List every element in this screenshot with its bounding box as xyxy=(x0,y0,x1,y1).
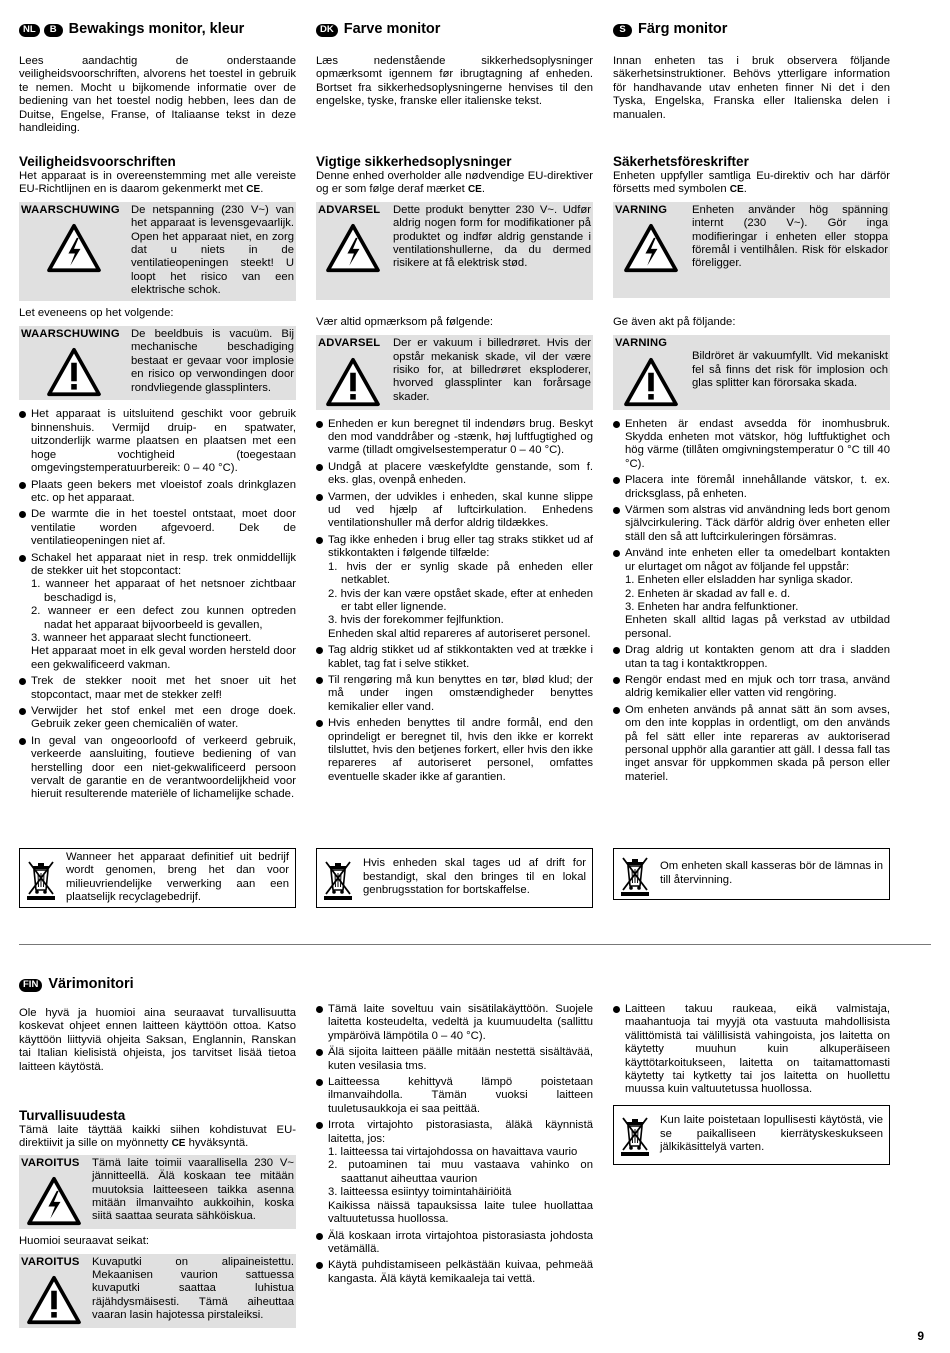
ce-mark: CE xyxy=(467,184,482,196)
list-item: Irrota virtajohto pistorasiasta, äläkä käynnistä laitetta, jos: 1. laitteessa tai virtajohdossa on havaittava vaurio 2. putoaminen tai muu vastaava vahinko on saattanut aiheuttaa vaurion 3. laitteessa esiintyy toimintahäiriöitä Kaikissa näissä tapauksissa laite tulee huollattaa valtuutetussa huollossa. xyxy=(316,1119,593,1226)
warning-box-voltage xyxy=(19,202,296,301)
sub-item: 2. Enheten är skadad av fall e. d. xyxy=(625,587,791,600)
warning-box-voltage xyxy=(316,202,593,300)
list-item: Tag aldrig stikket ud af stikkontakten ved at trække i kablet, tag fat i selve stikket. xyxy=(316,644,593,671)
ce-mark: CE xyxy=(171,1138,186,1150)
sub-item: 1. wanneer het apparaat of het netsnoer zichtbaar beschadigd is, xyxy=(31,578,296,604)
list-item: Verwijder het stof enkel met een droge doek. Gebruik zeker geen chemicaliën of water. xyxy=(19,705,296,732)
list-item: Laitteessa kehittyvä lämpö poistetaan ilmanvaihdolla. Tämän vuoksi laitteen tuuletusaukkoja ei saa peittää. xyxy=(316,1076,593,1116)
section-title: Värimonitori xyxy=(48,976,134,993)
safety-intro: Denne enhed overholder alle nødvendige EU-direktiver og er som følge deraf mærket CE. xyxy=(316,170,593,196)
list-item: Plaats geen bekers met vloeistof zoals drinkglazen etc. op het apparaat. xyxy=(19,479,296,506)
safety-heading: Vigtige sikkerhedsoplysninger xyxy=(316,154,512,169)
high-voltage-icon xyxy=(26,1176,82,1226)
list-item: Hvis enheden benyttes til andre formål, end den oprindeligt er beregnet til, hvis den ikke er korrekt tilsluttet, hvis den betjenes forkert, eller hvis den ikke repareres af autoriseret personel, omfattes eventuelle skader ikke af garantien. xyxy=(316,717,593,784)
list-item: Om enheten används på annat sätt än som avses, om den inte kopplas in ordentligt, om den används på fel sätt eller inte repareras av auktoriserad personal upphör alla garantier att gäll. I dessa fall tas inget ansvar för uppkommen skada på person eller materiel. xyxy=(613,704,890,784)
sub-item: 1. laitteessa tai virtajohdossa on havaittava vaurio xyxy=(328,1146,578,1159)
recycle-bin-icon xyxy=(618,852,652,896)
safety-list xyxy=(19,408,296,801)
exclamation-icon xyxy=(46,347,102,397)
bullets-fi-a xyxy=(316,1003,593,1289)
warning-text: Dette produkt benytter 230 V~. Udfør aldrig nogen form for modifikationer på produktet og indfør aldrig genstande i ventilationshullerne, da du dermed risikere at få elektrisk stød. xyxy=(393,203,591,270)
list-item: Varmen, der udvikles i enheden, skal kunne slippe ud ved hjælp af luftcirkulation. Enhedens ventilationshuller må derfor aldrig tildækkes. xyxy=(316,491,593,531)
safety-intro: Het apparaat is in overeenstemming met alle vereiste EU-Richtlijnen en is daarom gekenmerkt met CE. xyxy=(19,170,296,196)
warning-label: VAROITUS xyxy=(21,1255,80,1268)
list-item: Drag aldrig ut kontakten genom att dra i sladden utan ta tag i kontaktkroppen. xyxy=(613,644,890,671)
sub-item: 2. hvis der kan være opstået skade, efter at enheden er tabt eller lignende. xyxy=(328,587,593,613)
section-dk xyxy=(316,21,593,109)
exclamation-icon xyxy=(325,357,381,407)
list-item: Laitteen takuu raukeaa, eikä valmistaja, maahantuoja tai myyjä ota vastuuta mahdollisista välittömistä tai välillisistä vahingoista, jos laitetta on käytetty muuhun kuin alkuperäiseen käyttötarkoitukseen, laitetta on taitamattomasti käytetty tai kytketty tai jos laitetta on huollettu muussa kuin valtuutetussa huollossa. xyxy=(613,1003,890,1097)
list-item: Schakel het apparaat niet in resp. trek onmiddellijk de stekker uit het stopcontact: 1. wanneer het apparaat of het netsnoer zichtbaar beschadigd is, 2. wanneer er een defect zou kunnen optreden nadat het apparaat bijvoorbeeld is gevallen, 3. wanneer het apparaat slecht functioneert. Het apparaat moet in elk geval worden hersteld door een gekwalificeerd vakman. xyxy=(19,552,296,673)
lang-badge-nl: NL xyxy=(19,24,40,37)
high-voltage-icon xyxy=(623,223,679,273)
lang-badge-s: S xyxy=(613,24,632,37)
list-item: Tämä laite soveltuu vain sisätilakäyttöön. Suojele laitetta kosteudelta, vedeltä ja kuumuudelta (sallittu ympäröivä lämpötila 0 – 40 °C). xyxy=(316,1003,593,1043)
sub-tail: Enheden skal altid repareres af autoriseret personel. xyxy=(328,627,591,640)
safety-dk xyxy=(316,154,593,787)
recycle-bin-icon xyxy=(321,856,355,900)
warning-label: WAARSCHUWING xyxy=(21,328,120,341)
sub-item: 1. Enheten eller elsladden har synliga skador. xyxy=(625,574,853,587)
lang-badge-dk: DK xyxy=(316,24,338,37)
sub-item: 2. wanneer er een defect zou kunnen optreden nadat het apparaat bijvoorbeeld is gevallen, xyxy=(31,605,296,631)
list-item: Älä koskaan irrota virtajohtoa pistorasiasta johdosta vetämällä. xyxy=(316,1230,593,1257)
lang-header-dk xyxy=(316,21,593,39)
sub-item: 3. Enheten har andra felfunktioner. xyxy=(625,600,799,613)
sub-item: 2. putoaminen tai muu vastaava vahinko on saattanut aiheuttaa vaurion xyxy=(328,1159,593,1185)
sub-tail: Kaikissa näissä tapauksissa laite tulee huollattaa valtuutetussa huollossa. xyxy=(328,1199,593,1226)
also-note: Ge även akt på följande: xyxy=(613,315,736,328)
warning-label: ADVARSEL xyxy=(318,203,381,216)
warning-box-voltage xyxy=(613,202,890,298)
section-divider xyxy=(19,944,931,945)
ce-mark: CE xyxy=(729,184,744,196)
warning-text: De netspanning (230 V~) van het apparaat is levensgevaarlijk. Open het apparaat niet, en zorg dat u niets in de ventilatieopeningen steekt! U loopt het risico van een elektrische schok. xyxy=(131,203,294,297)
exclamation-icon xyxy=(26,1275,82,1325)
lang-badge-b: B xyxy=(44,24,63,37)
disposal-text: Wanneer het apparaat definitief uit bedrijf wordt genomen, breng het dan voor milieuvriendelijke verwerking aan een plaatselijk recyclagebedrijf. xyxy=(66,850,289,903)
sub-item: 3. hvis der forekommer fejlfunktion. xyxy=(328,614,504,627)
list-item: Käytä puhdistamiseen pelkästään kuivaa, pehmeää kangasta. Älä käytä kemikaaleja tai vettä. xyxy=(316,1259,593,1286)
list-item: Använd inte enheten eller ta omedelbart kontakten ur elurtaget om något av följande fel uppstår: 1. Enheten eller elsladden har synliga skador. 2. Enheten är skadad av fall e. d. 3. Enheten har andra felfunktioner. Enheten skall alltid lagas på verkstad av utbildad personal. xyxy=(613,547,890,641)
disposal-text: Kun laite poistetaan lopullisesti käytöstä, vie se paikalliseen kierrätyskeskukseen jälkikäsittelyä varten. xyxy=(660,1114,883,1154)
disposal-box xyxy=(613,848,890,900)
intro-text: Lees aandachtig de onderstaande veiligheidsvoorschriften, alvorens het toestel in gebruik te nemen. Mocht u bijkomende informatie over de bediening van het toestel nodig hebben, lees dan de Duitse, Engelse, Franse, of Italiaanse tekst in deze handleiding. xyxy=(19,55,296,135)
also-note: Vær altid opmærksom på følgende: xyxy=(316,315,494,328)
warning-box-implosion xyxy=(19,1254,296,1328)
disposal-box xyxy=(19,848,296,908)
safety-fi xyxy=(19,1108,296,1328)
safety-list xyxy=(613,418,890,785)
list-item: Tag ikke enheden i brug eller tag straks stikket ud af stikkontakten i følgende tilfælde: 1. hvis der er synlig skade på enheden eller netkablet. 2. hvis der kan være opstået skade, efter at enheden er tabt eller lignende. 3. hvis der forekommer fejlfunktion. Enheden skal altid repareres af autoriseret personel. xyxy=(316,534,593,641)
section-fi xyxy=(19,976,296,1074)
warning-box-implosion xyxy=(316,335,593,409)
lang-badge-fin: FIN xyxy=(19,979,42,992)
lang-header-nl xyxy=(19,21,296,39)
sub-item: 3. laitteessa esiintyy toimintahäiriöitä xyxy=(328,1186,512,1199)
list-item: Värmen som alstras vid användning leds bort genom självcirkulering. Täck därför aldrig över enheten eller ställ den så att luftcirkuleringen försämras. xyxy=(613,504,890,544)
warning-text: Der er vakuum i billedrøret. Hvis der opstår mekanisk skade, vil der være risiko for, at billedrøret eksploderer, hvorved glassplinter kan forårsage skader. xyxy=(393,337,591,403)
intro-text: Ole hyvä ja huomioi aina seuraavat turvallisuutta koskevat ohjeet ennen laitteen käyttöön ottoa. Katso käyttöön liittyviä ohjeita Saksan, Englannin, Ranskan tai Italian kielisistä ohjeista, jos tarvitset lisää tietoa laitteen käytöstä. xyxy=(19,1007,296,1073)
recycle-bin-icon xyxy=(24,856,58,900)
disposal-text: Hvis enheden skal tages ud af drift for bestandigt, skal den bringes til en lokal genbrugsstation for bortskaffelse. xyxy=(363,857,586,897)
disposal-se xyxy=(613,848,890,900)
bullets-fi-b xyxy=(613,1003,890,1165)
safety-intro: Tämä laite täyttää kaikki siihen kohdistuvat EU-direktiivit ja sille on myönnetty CE hyväksyntä. xyxy=(19,1124,296,1150)
safety-heading: Turvallisuudesta xyxy=(19,1108,126,1123)
warning-text: Enheten använder hög spänning internt (230 V~). Gör inga modifieringar i enheten eller stoppa föremål i ventilhålen. Risk för elskador föreligger. xyxy=(692,203,888,270)
warning-text: Bildröret är vakuumfyllt. Vid mekaniskt fel så finns det risk för implosion och glas splitter kan förorsaka skada. xyxy=(692,350,888,390)
safety-list xyxy=(316,418,593,785)
warning-text: Tämä laite toimii vaarallisella 230 V~ jännitteellä. Älä koskaan tee mitään muutoksia laitteeseen taikka asenna mitään ilmanvaihto aukkoihin, koska siitä saattaa seurata sähköiskua. xyxy=(92,1156,294,1223)
safety-heading: Säkerhetsföreskrifter xyxy=(613,154,749,169)
safety-list xyxy=(316,1003,593,1286)
warning-box-voltage xyxy=(19,1155,296,1229)
disposal-dk xyxy=(316,848,593,908)
disposal-text: Om enheten skall kasseras bör de lämnas in till återvinning. xyxy=(660,860,883,886)
section-title: Färg monitor xyxy=(638,21,728,38)
sub-tail: Enheten skall alltid lagas på verkstad av utbildad personal. xyxy=(625,614,890,640)
sub-item: 3. wanneer het apparaat slecht functioneert. xyxy=(31,631,252,644)
section-nl xyxy=(19,21,296,135)
disposal-nl xyxy=(19,848,296,908)
list-item: Het apparaat is uitsluitend geschikt voor gebruik binnenshuis. Vermijd druip- en spatwater, uitzonderlijk warme plaatsen en plaatsen met een hoge vochtigheid (toegestaan omgevingstemperatuurbereik: 0 – 40 °C). xyxy=(19,408,296,475)
list-item: Enheten är endast avsedda för inomhusbruk. Skydda enheten mot vätskor, hög luftfuktighet och hög värme (tillåten omgivningstemperatur 0 °C till 40 °C). xyxy=(613,418,890,472)
warning-label: VARNING xyxy=(615,203,668,216)
ce-mark: CE xyxy=(246,184,261,196)
safety-se xyxy=(613,154,890,787)
disposal-box xyxy=(613,1105,890,1165)
sub-tail: Het apparaat moet in elk geval worden hersteld door een gekwalificeerd vakman. xyxy=(31,645,296,671)
warning-box-implosion xyxy=(19,326,296,400)
warning-label: VARNING xyxy=(615,337,668,350)
disposal-box xyxy=(316,848,593,908)
list-item: Älä sijoita laitteen päälle mitään nestettä sisältävää, kuten vesilasia tms. xyxy=(316,1046,593,1073)
exclamation-icon xyxy=(623,357,679,407)
list-item: De warmte die in het toestel ontstaat, moet door ventilatie worden afgevoerd. Dek de ventilatieopeningen niet af. xyxy=(19,508,296,548)
list-item: Rengör endast med en mjuk och torr trasa, använd aldrig kemikalier eller vatten vid rengöring. xyxy=(613,674,890,701)
warning-label: ADVARSEL xyxy=(318,337,381,350)
intro-text: Læs nedenstående sikkerhedsoplysninger opmærksomt igennem før ibrugtagning af enheden. Bortset fra sikkerhedsoplysningerne henvises til den engelske, tyske, franske eller italienske tekst. xyxy=(316,55,593,108)
also-note: Let eveneens op het volgende: xyxy=(19,306,174,319)
section-title: Farve monitor xyxy=(343,21,441,38)
also-note: Huomioi seuraavat seikat: xyxy=(19,1235,149,1248)
lang-header-se xyxy=(613,21,890,39)
page-number: 9 xyxy=(917,1329,924,1343)
warning-text: Kuvaputki on alipaineistettu. Mekaanisen vaurion sattuessa kuvaputki saattaa luhistua räjähdysmäisesti. Tämä aiheuttaa vaaran lasin hajotessa pirstaleiksi. xyxy=(92,1255,294,1322)
warning-text: De beeldbuis is vacuüm. Bij mechanische beschadiging bestaat er gevaar voor implosie en risico op verwondingen door rondvliegende glassplinters. xyxy=(131,328,294,394)
warning-label: VAROITUS xyxy=(21,1156,80,1169)
safety-intro: Enheten uppfyller samtliga Eu-direktiv och har därför försetts med symbolen CE. xyxy=(613,170,890,196)
list-item: Trek de stekker nooit met het snoer uit het stopcontact, maar met de stekker zelf! xyxy=(19,675,296,702)
recycle-bin-icon xyxy=(618,1112,652,1156)
safety-list xyxy=(613,1003,890,1097)
list-item: In geval van ongeoorloofd of verkeerd gebruik, verkeerde aansluiting, foutieve bediening of van herstelling door een niet-gekwalificeerd persoon vervalt de garantie en de verantwoordelijkheid voor hieruit resulterende materiële of lichamelijke schade. xyxy=(19,735,296,802)
sub-item: 1. hvis der er synlig skade på enheden eller netkablet. xyxy=(328,560,593,587)
list-item: Enheden er kun beregnet til indendørs brug. Beskyt den mod vanddråber og -stænk, høj luftfugtighed og varme (tilladt omgivelsestemperatur 0 – 40 °C). xyxy=(316,418,593,458)
list-item: Placera inte föremål innehållande vätskor, t. ex. dricksglass, på enheten. xyxy=(613,474,890,501)
section-title: Bewakings monitor, kleur xyxy=(68,21,245,38)
warning-box-implosion xyxy=(613,335,890,409)
lang-header-fi xyxy=(19,976,296,994)
intro-text: Innan enheten tas i bruk observera följande säkerhetsinstruktioner. Behövs ytterligare information för handhavande utav enheten finner Ni det i den Tyska, Engelska, Franska eller Italienska delen i manualen. xyxy=(613,55,890,121)
section-se xyxy=(613,21,890,122)
safety-nl xyxy=(19,154,296,805)
high-voltage-icon xyxy=(325,223,381,273)
list-item: Til rengøring må kun benyttes en tør, blød klud; der må under ingen omstændigheder benyttes kemikalier eller vand. xyxy=(316,674,593,714)
warning-label: WAARSCHUWING xyxy=(21,203,120,216)
list-item: Undgå at placere væskefyldte genstande, som f. eks. glas, ovenpå enheden. xyxy=(316,461,593,488)
high-voltage-icon xyxy=(46,223,102,273)
safety-heading: Veiligheidsvoorschriften xyxy=(19,154,176,169)
